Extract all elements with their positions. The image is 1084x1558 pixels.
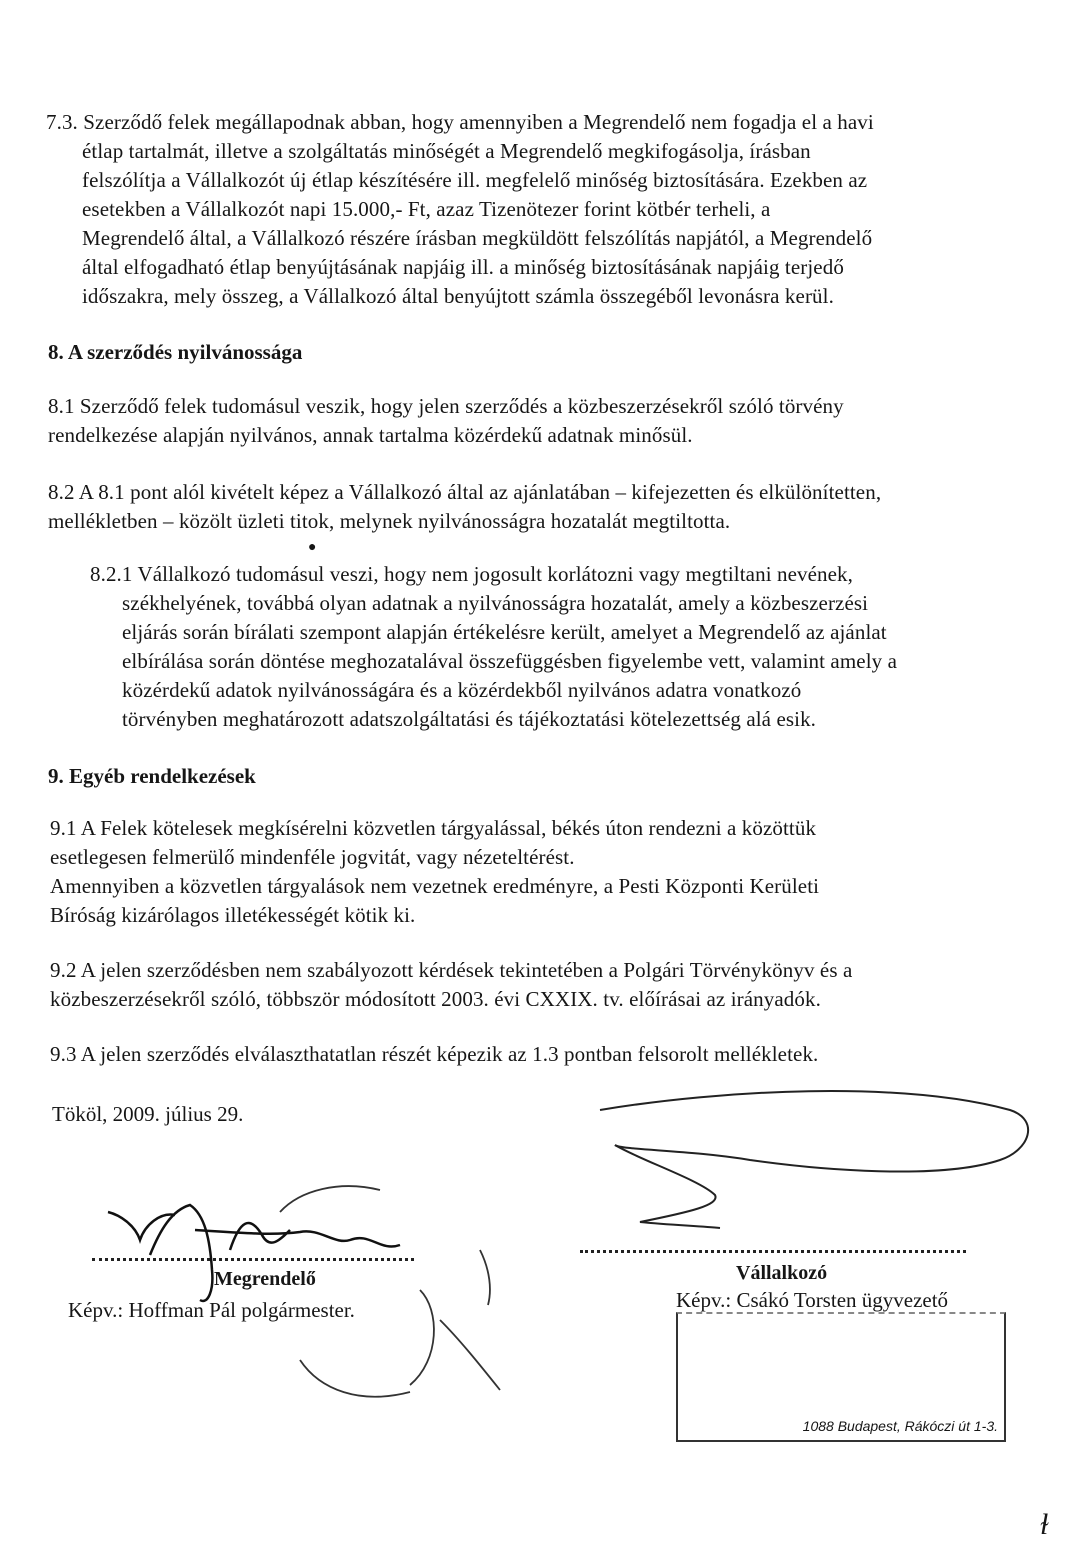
paragraph-line: 7.3. Szerződő felek megállapodnak abban, hogy amennyiben a Megrendelő nem fogadja el a havi [46, 110, 874, 134]
paragraph-line: rendelkezése alapján nyilvános, annak tartalma közérdekű adatnak minősül. [48, 423, 693, 447]
right-handwritten-signature [600, 1091, 1028, 1228]
left-signer-role: Megrendelő [214, 1268, 316, 1290]
paragraph-line: által elfogadható étlap benyújtásának napjáig ill. a minőség biztosításának napjáig terjedő [82, 255, 844, 279]
paragraph-line: esetekben a Vállalkozót napi 15.000,- Ft, azaz Tizenötezer forint kötbér terheli, a [82, 197, 771, 221]
stamp-address: 1088 Budapest, Rákóczi út 1-3. [802, 1418, 998, 1434]
corner-mark: ɫ [1040, 1508, 1049, 1541]
paragraph-9-3: 9.3 A jelen szerződés elválaszthatatlan részét képezik az 1.3 pontban felsorolt mellékletek. [50, 1042, 819, 1066]
paragraph-line: Megrendelő által, a Vállalkozó részére írásban megküldött felszólítás napjától, a Megrendelő [82, 226, 873, 250]
paragraph-line: közérdekű adatok nyilvánosságára és a közérdekből nyilvános adatra vonatkozó [122, 678, 802, 702]
left-handwritten-signature [108, 1205, 400, 1301]
stray-mark: ● [308, 540, 317, 555]
left-signer-representative: Képv.: Hoffman Pál polgármester. [68, 1298, 355, 1322]
right-signer-role: Vállalkozó [736, 1262, 828, 1284]
paragraph-line: törvényben meghatározott adatszolgáltatási és tájékoztatási kötelezettség alá esik. [122, 707, 817, 731]
paragraph-line: 9.1 A Felek kötelesek megkísérelni közvetlen tárgyalással, békés úton rendezni a közöttük [50, 816, 817, 840]
paragraph-line: Amennyiben a közvetlen tárgyalások nem vezetnek eredményre, a Pesti Központi Kerületi [50, 874, 820, 898]
paragraph-line: elbírálása során döntése meghozatalával összefüggésben figyelembe vett, valamint amely a [122, 649, 898, 673]
paragraph-line: eljárás során bírálati szempont alapján értékelésre került, amelyet a Megrendelő az ajánlat [122, 620, 887, 644]
left-official-seal [280, 1186, 500, 1397]
paragraph-line: 8.2 A 8.1 pont alól kivételt képez a Vállalkozó által az ajánlatában – kifejezetten és elkülönítetten, [48, 480, 882, 504]
paragraph-line: 8.1 Szerződő felek tudomásul veszik, hogy jelen szerződés a közbeszerzésekről szóló törvény [48, 394, 844, 418]
section-8-heading: 8. A szerződés nyilvánossága [48, 340, 303, 364]
paragraph-line: időszakra, mely összeg, a Vállalkozó által benyújtott számla összegéből levonásra kerül. [82, 284, 834, 308]
paragraph-line: mellékletben – közölt üzleti titok, melynek nyilvánosságra hozatalát megtiltotta. [48, 509, 731, 533]
right-signer-representative: Képv.: Csákó Torsten ügyvezető [676, 1288, 949, 1312]
paragraph-line: esetlegesen felmerülő mindenféle jogvitát, vagy nézeteltérést. [50, 845, 575, 869]
paragraph-line: Bíróság kizárólagos illetékességét kötik ki. [50, 903, 416, 927]
section-9-heading: 9. Egyéb rendelkezések [48, 764, 256, 788]
paragraph-line: 8.2.1 Vállalkozó tudomásul veszi, hogy nem jogosult korlátozni vagy megtiltani nevének, [90, 562, 853, 586]
paragraph-line: felszólítja a Vállalkozót új étlap készítésére ill. megfelelő minőség biztosítására. Ezekben az [82, 168, 868, 192]
paragraph-line: közbeszerzésekről szóló, többször módosított 2003. évi CXXIX. tv. előírásai az irányadók. [50, 987, 821, 1011]
paragraph-line: székhelyének, továbbá olyan adatnak a nyilvánosságra hozatalát, amely a közbeszerzési [122, 591, 869, 615]
paragraph-line: étlap tartalmát, illetve a szolgáltatás minőségét a Megrendelő megkifogásolja, írásban [82, 139, 811, 163]
paragraph-line: 9.2 A jelen szerződésben nem szabályozott kérdések tekintetében a Polgári Törvénykönyv és a [50, 958, 853, 982]
place-date: Tököl, 2009. július 29. [52, 1102, 244, 1126]
